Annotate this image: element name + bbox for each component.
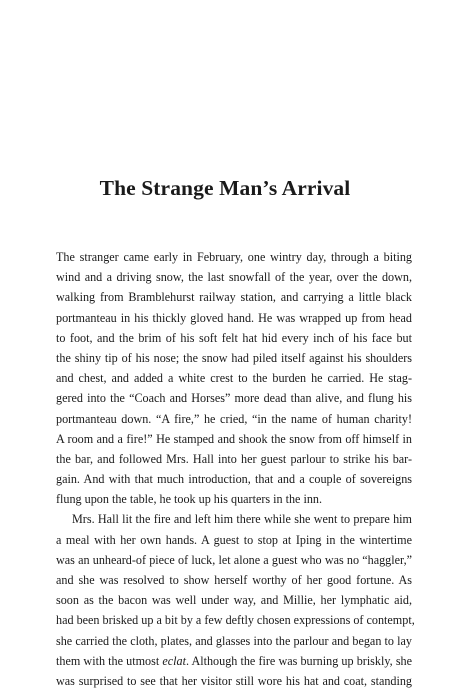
chapter-title: The Strange Man’s Arrival [99, 176, 351, 200]
text-line: the shiny tip of his nose; the snow had piled itself against his shoulders [56, 350, 412, 365]
text-line: them with the utmost eclat. Although the fire was burning up briskly, she [56, 653, 413, 668]
chapter-body [56, 247, 415, 691]
text-line: gered into the “Coach and Horses” more dead than alive, and flung his [56, 391, 412, 406]
text-line: A room and a fire!” He stamped and shook the snow from off himself in [56, 431, 412, 446]
text-line: portmanteau down. “A fire,” he cried, “in the name of human charity! [56, 411, 412, 426]
text-line: gain. And with that much introduction, that and a couple of sovereigns [56, 472, 412, 487]
text-line: a meal with her own hands. A guest to stop at Iping in the wintertime [56, 532, 412, 547]
text-line: to foot, and the brim of his soft felt hat hid every inch of his face but [56, 330, 412, 345]
text-line: flung upon the table, he took up his quarters in the inn. [56, 492, 323, 507]
text-line: had been brisked up a bit by a few deftly chosen expressions of contempt, [56, 613, 415, 628]
text-line: she carried the cloth, plates, and glasses into the parlour and began to lay [56, 633, 412, 648]
text-line: the bar, and followed Mrs. Hall into her guest parlour to strike his bar- [56, 451, 412, 466]
paragraph-2 [56, 509, 415, 691]
text-line: wind and a driving snow, the last snowfall of the year, over the down, [56, 270, 412, 285]
text-line: walking from Bramblehurst railway station, and carrying a little black [56, 290, 412, 305]
text-line: and chest, and added a white crest to the burden he carried. He stag- [56, 371, 412, 386]
text-line: The stranger came early in February, one wintry day, through a biting [56, 250, 412, 264]
paragraph-1 [56, 247, 412, 509]
text-line: soon as the bacon was well under way, and Millie, her lymphatic aid, [56, 593, 412, 608]
text-line: Mrs. Hall lit the fire and left him there while she went to prepare him [72, 512, 412, 527]
text-line: and she was resolved to show herself worthy of her good fortune. As [56, 573, 412, 587]
italic-word: eclat [162, 653, 186, 668]
text-line: was surprised to see that her visitor still wore his hat and coat, standing [56, 673, 412, 688]
text-line: portmanteau in his thickly gloved hand. He was wrapped up from head [56, 310, 412, 325]
text-line: was an unheard-of piece of luck, let alone a guest who was no “haggler,” [56, 552, 412, 567]
